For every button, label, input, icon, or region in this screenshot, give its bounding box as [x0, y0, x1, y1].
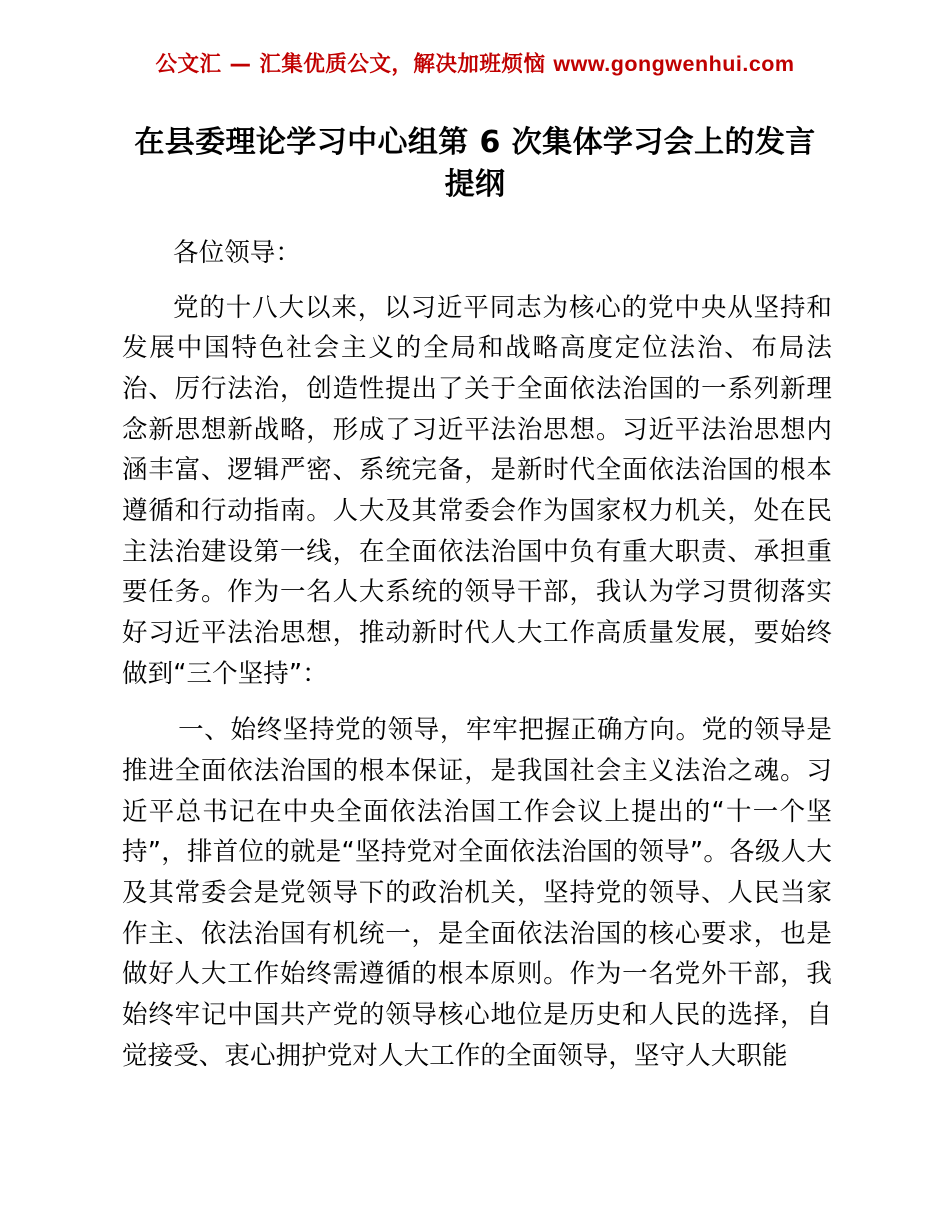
watermark-url: www.gongwenhui.com [553, 52, 795, 76]
paragraph-2: 一、始终坚持党的领导，牢牢把握正确方向。党的领导是推进全面依法治国的根本保证，是我国社会主义法治之魂。习近平总书记在中央全面依法治国工作会议上提出的“十一个坚持”，排首位的就是“坚持党对全面依法治国的领导”。各级人大及其常委会是党领导下的政治机关，坚持党的领导、人民当家作主、依法治国有机统一，是全面依法治国的核心要求，也是做好人大工作始终需遵循的根本原则。作为一名党外干部，我始终牢记中国共产党的领导核心地位是历史和人民的选择，自觉接受、衷心拥护党对人大工作的全面领导，坚守人大职能 [122, 715, 832, 1071]
salutation: 各位领导： [173, 237, 302, 268]
watermark-banner [0, 0, 950, 78]
paragraph-1: 党的十八大以来，以习近平同志为核心的党中央从坚持和发展中国特色社会主义的全局和战略高度定位法治、布局法治、厉行法治，创造性提出了关于全面依法治国的一系列新理念新思想新战略，形成了习近平法治思想。习近平法治思想内涵丰富、逻辑严密、系统完备，是新时代全面依法治国的根本遵循和行动指南。人大及其常委会作为国家权力机关，处在民主法治建设第一线，在全面依法治国中负有重大职责、承担重要任务。作为一名人大系统的领导干部，我认为学习贯彻落实好习近平法治思想，推动新时代人大工作高质量发展，要始终做到“三个坚持”： [122, 292, 832, 689]
watermark-text: 公文汇 — 汇集优质公文，解决加班烦恼 [155, 52, 554, 77]
document-body [122, 233, 832, 1076]
page-title: 在县委理论学习中心组第 6 次集体学习会上的发言提纲 [134, 124, 816, 203]
